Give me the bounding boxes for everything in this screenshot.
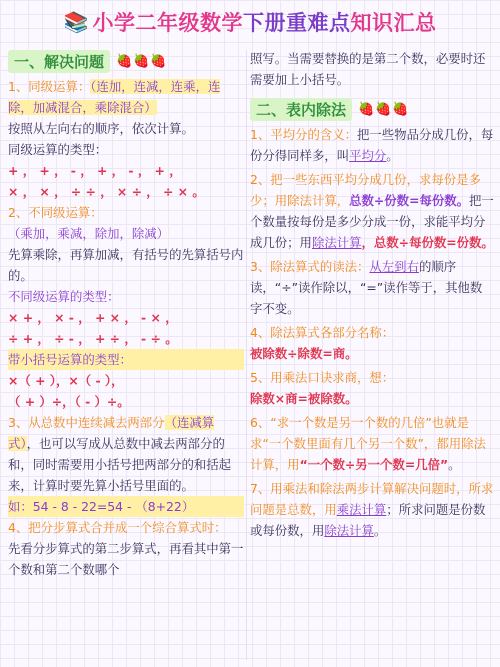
section-label-1: 一、解决问题	[8, 50, 110, 73]
item-1	[8, 76, 244, 118]
r-item-6-head: 6、“求一个数是另一个数的几倍”也就是求“一个数里面有几个另一个数”，都用除法计算，用	[250, 415, 486, 472]
section-heading-2	[250, 98, 494, 120]
r-item-5-head: 5、用乘法口诀求商，想：	[250, 370, 395, 385]
item-2-types-b: ÷ + ， ÷ - ， + ÷ ， - ÷ 。	[8, 331, 178, 346]
r-item-1-desc: 把一些物品分成几份，每份分得同样多，叫	[250, 127, 494, 163]
item-4-paren: （连减算式）	[8, 415, 215, 451]
item-2-paren: （乘加，乘减，除加，除减）	[8, 226, 170, 241]
column-divider	[246, 50, 247, 660]
r-item-7-head: 7、用乘法和除法两步计算解决问题时，所求问题是总数，用	[250, 481, 494, 517]
r-item-6-formula: “一个数÷另一个数=几倍”	[299, 457, 449, 472]
item-4-example: 如：54 - 8 - 22=54 - （8+22）	[8, 496, 244, 517]
r-item-2-formula: 总数÷份数=每份数。	[349, 193, 470, 208]
r-item-2-formula-2: ，总数÷每份数=份数。	[361, 235, 494, 250]
item-2-types-label: 不同级运算的类型：	[8, 289, 120, 304]
r-item-2	[250, 169, 494, 253]
item-1-types-b: × ， × ， ÷ ÷ ， × ÷ ， ÷ × 。	[8, 184, 205, 199]
left-column	[8, 48, 244, 580]
item-2-desc: 先算乘除，再算加减，有括号的先算括号内的。	[8, 247, 244, 283]
section-label-2: 二、表内除法	[250, 98, 352, 121]
r-item-3-head: 3、除法算式的读法：	[250, 259, 370, 274]
section-heading-1	[8, 50, 244, 72]
r-item-7	[250, 478, 494, 541]
title-part-2: 二年级数学	[135, 11, 243, 35]
r-item-2-desc: 把一个数量按每份是多少分成一份，求能平均分成几份；用	[250, 193, 494, 250]
r-item-7-term-1: 乘法计算	[336, 502, 387, 517]
r-item-4-formula: 被除数÷除数=商。	[250, 346, 358, 361]
r-item-7-mid: ；所求问题是份数或每份数，用	[250, 502, 486, 538]
r-item-4-head: 4、除法算式各部分名称：	[250, 325, 395, 340]
r-item-6-end: 。	[448, 457, 461, 472]
item-4-desc: ，也可以写成从总数中减去两部分的和，同时需要用小括号把两部分的和括起来，计算时要先算小括号里面的。	[8, 436, 232, 493]
item-1-types-a: + ， + ， - ， + ， - ， + ，	[8, 163, 182, 178]
item-2-head: 2、不同级运算：	[8, 205, 103, 220]
item-5-head: 4、把分步算式合并成一个综合算式时：	[8, 520, 227, 535]
item-4	[8, 412, 244, 496]
right-column	[250, 48, 494, 541]
books-icon: 📚	[63, 10, 89, 34]
r-item-3	[250, 256, 494, 319]
item-1-head: 1、同级运算：	[8, 79, 91, 94]
r-item-7-end: 。	[373, 523, 387, 538]
page-title	[0, 0, 500, 44]
item-3-label: 带小括号运算的类型：	[8, 349, 244, 370]
r-item-2-term: 除法计算	[311, 235, 362, 250]
title-part-4: 知识汇总	[350, 11, 437, 35]
right-continuation: 照写。当需要替换的是第二个数，必要时还需要加上小括号。	[250, 51, 486, 87]
item-1-desc: 按照从左向右的顺序，依次计算。	[8, 121, 194, 136]
r-item-5-formula: 除数×商=被除数。	[250, 391, 358, 406]
r-item-7-term-2: 除法计算	[324, 523, 374, 538]
strawberry-icon: 🍓🍓🍓	[116, 53, 168, 69]
r-item-1	[250, 124, 494, 166]
item-3-a: ×（ + ），×（ - ），	[8, 373, 124, 388]
r-item-1-end: 。	[386, 148, 399, 163]
title-part-3: 下册重难点	[242, 11, 351, 35]
r-item-3-desc: 的顺序读，“÷”读作除以，“=”读作等于，其他数字不变。	[250, 259, 483, 316]
item-5-desc: 先看分步算式的第二步算式，再看其中第一个数和第二个数哪个	[8, 541, 244, 577]
item-1-types-label: 同级运算的类型：	[8, 142, 108, 157]
item-4-head: 3、从总数中连续减去两部分	[8, 415, 165, 430]
item-2-types-a: × + ， × - ， + × ， - × ，	[8, 310, 178, 325]
strawberry-icon: 🍓🍓🍓	[358, 101, 410, 117]
r-item-6	[250, 412, 494, 475]
r-item-1-term: 平均分	[349, 148, 387, 163]
item-1-paren: （连加，连减，连乘，连除，加减混合，乘除混合）	[8, 79, 221, 115]
item-3-b: （ + ）÷，（ - ）÷。	[8, 394, 130, 409]
title-part-1: 小学	[92, 11, 136, 35]
r-item-1-head: 1、平均分的含义：	[250, 127, 358, 142]
r-item-2-head: 2、把一些东西平均分成几份，求每份是多少；用除法计算，	[250, 172, 481, 208]
r-item-3-term: 从左到右	[369, 259, 419, 274]
